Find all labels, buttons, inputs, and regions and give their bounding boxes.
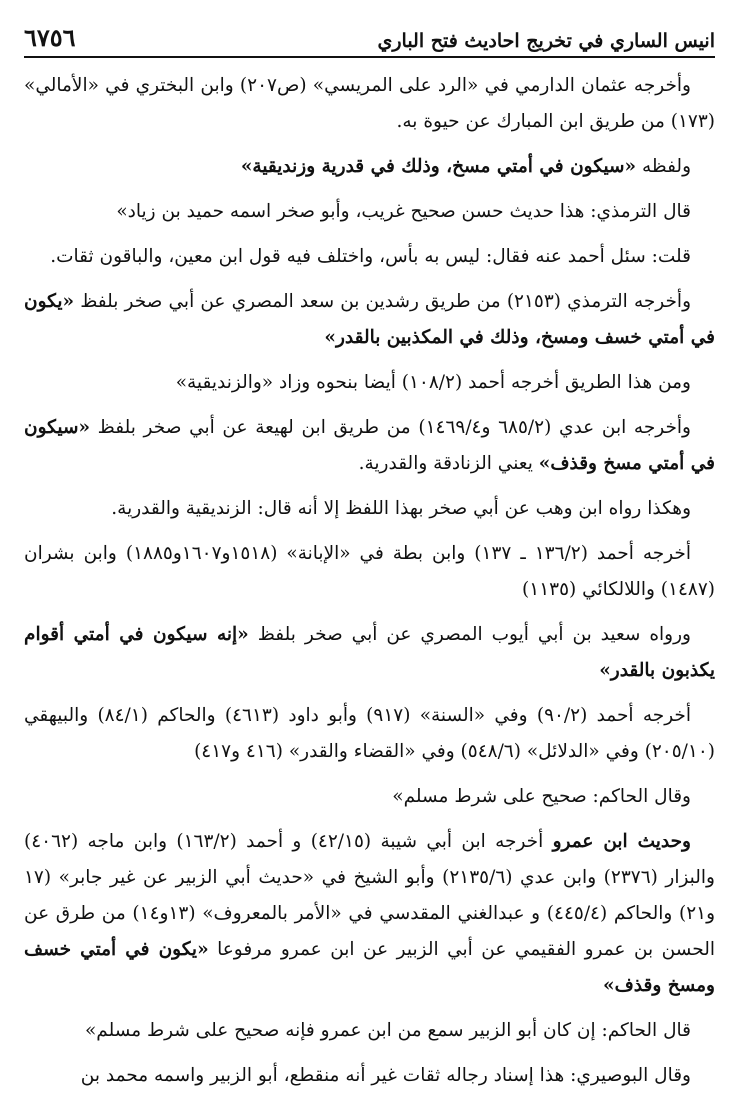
paragraph	[24, 698, 715, 770]
text-run: قال الترمذي: هذا حديث حسن صحيح غريب، وأبو صخر اسمه حميد بن زياد»	[116, 201, 691, 222]
paragraph	[24, 194, 715, 230]
running-title: انيس الساري في تخريج احاديث فتح الباري	[377, 30, 715, 52]
paragraph	[24, 536, 715, 608]
text-run: وأخرجه الترمذي (٢١٥٣) من طريق رشدين بن سعد المصري عن أبي صخر بلفظ	[74, 291, 692, 312]
paragraph	[24, 68, 715, 140]
text-run: يعني الزنادقة والقدرية.	[358, 453, 539, 474]
paragraph	[24, 1058, 715, 1094]
paragraph	[24, 824, 715, 1004]
hadith-quote: «إنه سيكون في أمتي أقوام يكذبون بالقدر»	[24, 624, 715, 681]
paragraph	[24, 410, 715, 482]
page-body	[24, 68, 715, 1103]
text-run: وهكذا رواه ابن وهب عن أبي صخر بهذا اللفظ إلا أنه قال: الزنديقية والقدرية.	[111, 498, 691, 519]
hadith-quote: «سيكون في أمتي مسخ، وذلك في قدرية وزنديقية»	[240, 156, 637, 177]
hadith-heading: وحديث ابن عمرو	[552, 831, 691, 852]
text-run: أخرجه أحمد (١٣٦/٢ ـ ١٣٧) وابن بطة في «الإبانة» (١٥١٨و١٦٠٧و١٨٨٥) وابن بشران (١٤٨٧) واللالكائي (١١٣٥)	[24, 543, 715, 600]
page-header	[24, 12, 715, 58]
text-run: قال الحاكم: إن كان أبو الزبير سمع من ابن عمرو فإنه صحيح على شرط مسلم»	[84, 1020, 691, 1041]
text-run: ولفظه	[636, 156, 691, 177]
text-run: وقال البوصيري: هذا إسناد رجاله ثقات غير أنه منقطع، أبو الزبير واسمه محمد بن	[80, 1065, 691, 1086]
hadith-quote: «سيكون في أمتي مسخ وقذف»	[24, 417, 715, 474]
paragraph	[24, 779, 715, 815]
hadith-quote: «يكون في أمتي خسف ومسخ وقذف»	[24, 939, 715, 996]
paragraph	[24, 365, 715, 401]
text-run: ورواه سعيد بن أبي أيوب المصري عن أبي صخر بلفظ	[248, 624, 691, 645]
page-number: ٦٧٥٦	[24, 23, 76, 52]
text-run: وأخرجه عثمان الدارمي في «الرد على المريسي» (ص٢٠٧) وابن البختري في «الأمالي» (١٧٣) من طريق ابن المبارك عن حيوة به.	[24, 75, 715, 132]
paragraph	[24, 239, 715, 275]
paragraph	[24, 149, 715, 185]
paragraph	[24, 617, 715, 689]
paragraph	[24, 284, 715, 356]
paragraph	[24, 491, 715, 527]
hadith-quote: «يكون في أمتي خسف ومسخ، وذلك في المكذبين بالقدر»	[24, 291, 715, 348]
text-run: قلت: سئل أحمد عنه فقال: ليس به بأس، واختلف فيه قول ابن معين، والباقون ثقات.	[50, 246, 691, 267]
text-run: وقال الحاكم: صحيح على شرط مسلم»	[392, 786, 691, 807]
text-run: ومن هذا الطريق أخرجه أحمد (١٠٨/٢) أيضا بنحوه وزاد «والزنديقية»	[175, 372, 691, 393]
text-run: أخرجه ابن أبي شيبة (٤٢/١٥) و أحمد (١٦٣/٢) وابن ماجه (٤٠٦٢) والبزار (٢٣٧٦) وابن عدي (٢١٣٥/٦) وأبو الشيخ في «حديث أبي الزبير عن غير جابر» (١٧ و٢١) والحاكم (٤٤٥/٤) و عبدالغني المقدسي في «الأمر بالمعروف» (١٣و١٤) من طرق عن الحسن بن عمرو الفقيمي عن أبي الزبير عن ابن عمرو مرفوعا	[24, 831, 716, 960]
text-run: أخرجه أحمد (٩٠/٢) وفي «السنة» (٩١٧) وأبو داود (٤٦١٣) والحاكم (٨٤/١) والبيهقي (٢٠٥/١٠) وفي «الدلائل» (٥٤٨/٦) وفي «القضاء والقدر» (٤١٦ و٤١٧)	[24, 705, 715, 762]
paragraph	[24, 1013, 715, 1049]
text-run: وأخرجه ابن عدي (٦٨٥/٢ و١٤٦٩/٤) من طريق ابن لهيعة عن أبي صخر بلفظ	[90, 417, 691, 438]
